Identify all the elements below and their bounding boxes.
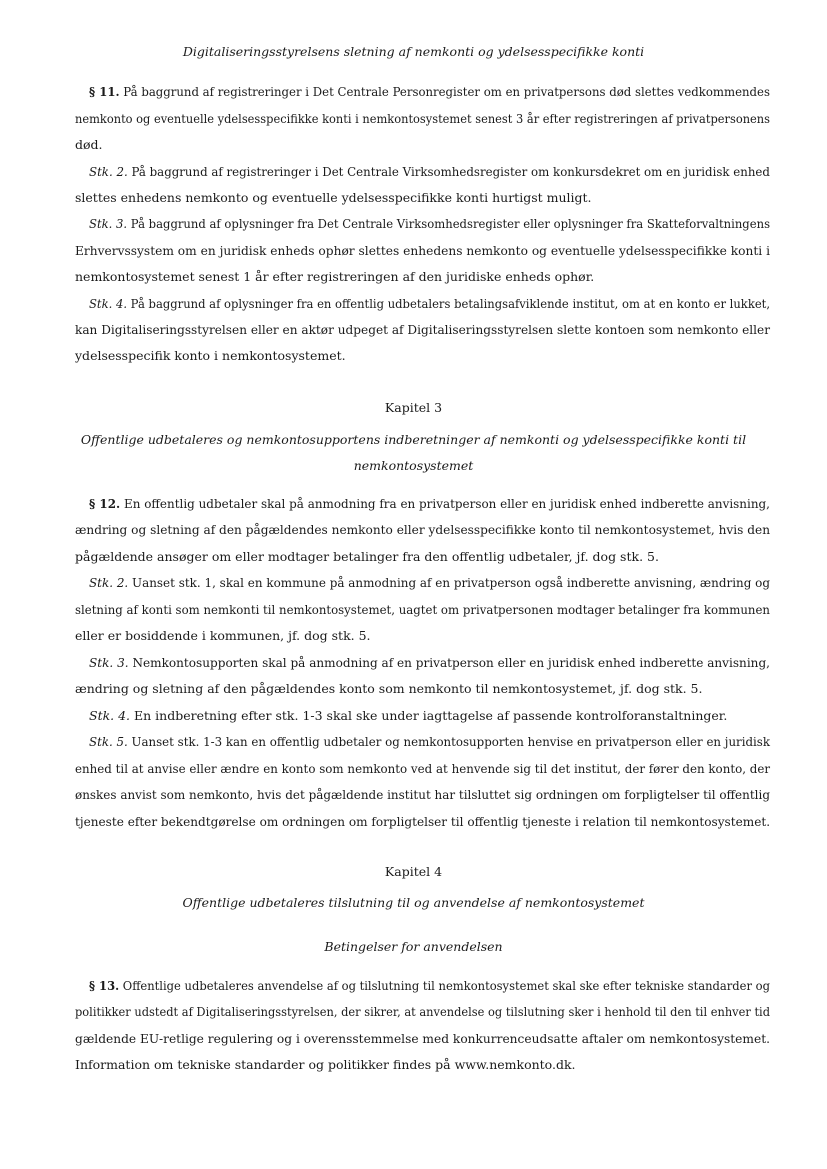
section-11-stk3-line-2: Erhvervssystem om en juridisk enheds ophør slettes enhedens nemkonto og eventuelle ydelsesspecifikke konti i (75, 243, 770, 258)
section-13-line-1: § 13. Offentlige udbetaleres anvendelse af og tilslutning til nemkontosystemet skal ske efter tekniske standarder og (89, 978, 771, 993)
section-11-line-3: død. (75, 137, 103, 152)
section-12-stk4-line-1: Stk. 4. En indberetning efter stk. 1-3 skal ske under iagttagelse af passende kontrolforanstaltninger. (89, 708, 728, 723)
section-12-stk2-line-3: eller er bosiddende i kommunen, jf. dog stk. 5. (75, 628, 371, 643)
stk-mark: Stk. 3. (89, 655, 129, 670)
stk-mark: Stk. 5. (89, 734, 128, 749)
chapter-4-title: Offentlige udbetaleres tilslutning til og anvendelse af nemkontosystemet (182, 895, 645, 910)
section-12-line-2: ændring og sletning af den pågældendes nemkonto eller ydelsesspecifikke konto til nemkontosystemet, hvis den (75, 522, 771, 537)
chapter-4-subtitle: Betingelser for anvendelsen (324, 939, 503, 954)
section-11-stk4-line-3: ydelsesspecifik konto i nemkontosystemet. (75, 348, 346, 363)
section-12-stk3-line-2: ændring og sletning af den pågældendes konto som nemkonto til nemkontosystemet, jf. dog stk. 5. (75, 681, 703, 696)
section-12-line-3: pågældende ansøger om eller modtager betalinger fra den offentlig udbetaler, jf. dog stk. 5. (75, 549, 659, 564)
stk-mark: Stk. 4. (89, 296, 128, 311)
chapter-3-title-line-2: nemkontosystemet (353, 458, 474, 473)
section-11-line-2: nemkonto og eventuelle ydelsesspecifikke konti i nemkontosystemet senest 3 år efter registreringen af privatpersonens (75, 111, 771, 126)
section-11-stk2-line-2: slettes enhedens nemkonto og eventuelle ydelsesspecifikke konti hurtigst muligt. (75, 190, 592, 205)
section-11-line-1: § 11. På baggrund af registreringer i Det Centrale Personregister om en privatpersons død slettes vedkommendes (89, 84, 770, 99)
section-11-mark: § 11. (89, 84, 120, 99)
section-11-stk3-line-3: nemkontosystemet senest 1 år efter registreringen af den juridiske enheds ophør. (75, 269, 595, 284)
section-12-stk5-line-1: Stk. 5. Uanset stk. 1-3 kan en offentlig udbetaler og nemkontosupporten henvise en privatperson eller en juridisk (89, 734, 771, 749)
section-13-line-2: politikker udstedt af Digitaliseringsstyrelsen, der sikrer, at anvendelse og tilslutning sker i henhold til den til enhver tid (75, 1004, 771, 1019)
section-12-line-1: § 12. En offentlig udbetaler skal på anmodning fra en privatperson eller en juridisk enhed indberette anvisning, (89, 496, 770, 511)
stk-mark: Stk. 2. (89, 164, 128, 179)
section-13-line-4: Information om tekniske standarder og politikker findes på www.nemkonto.dk. (75, 1057, 576, 1072)
stk-mark: Stk. 2. (89, 575, 129, 590)
running-header: Digitaliseringsstyrelsens sletning af nemkonti og ydelsesspecifikke konti (182, 44, 645, 59)
section-11-stk3-line-1: Stk. 3. På baggrund af oplysninger fra Det Centrale Virksomhedsregister eller oplysninger fra Skatteforvaltningens (89, 216, 771, 231)
section-12-stk5-line-3: ønskes anvist som nemkonto, hvis det pågældende institut har tilsluttet sig ordningen om forpligtelser til offentlig (75, 787, 770, 802)
section-13-mark: § 13. (89, 978, 120, 993)
section-12-stk2-line-1: Stk. 2. Uanset stk. 1, skal en kommune på anmodning af en privatperson også indberette anvisning, ændring og (89, 575, 771, 590)
section-11-stk2-line-1: Stk. 2. På baggrund af registreringer i Det Centrale Virksomhedsregister om konkursdekret om en juridisk enhed (89, 164, 770, 179)
section-12-mark: § 12. (89, 496, 121, 511)
chapter-4-label: Kapitel 4 (384, 864, 443, 879)
section-11-stk4-line-2: kan Digitaliseringsstyrelsen eller en aktør udpeget af Digitaliseringsstyrelsen slette kontoen som nemkonto eller (75, 322, 771, 337)
section-13-line-3: gældende EU-retlige regulering og i overensstemmelse med konkurrenceudsatte aftaler om nemkontosystemet. (75, 1031, 770, 1046)
section-12-stk5-line-2: enhed til at anvise eller ændre en konto som nemkonto ved at henvende sig til det institut, der fører den konto, der (75, 761, 771, 776)
stk-mark: Stk. 3. (89, 216, 128, 231)
chapter-3-label: Kapitel 3 (384, 400, 443, 415)
section-12-stk5-line-4: tjeneste efter bekendtgørelse om ordningen om forpligtelser til offentlig tjeneste i relation til nemkontosystemet. (75, 814, 771, 829)
section-12-stk3-line-1: Stk. 3. Nemkontosupporten skal på anmodning af en privatperson eller en juridisk enhed indberette anvisning, (89, 655, 771, 670)
chapter-3-title-line-1: Offentlige udbetaleres og nemkontosupportens indberetninger af nemkonti og ydelsesspecifikke konti til (80, 432, 747, 447)
section-12-stk2-line-2: sletning af konti som nemkonti til nemkontosystemet, uagtet om privatpersonen modtager betalinger fra kommunen (75, 602, 770, 617)
section-11-stk4-line-1: Stk. 4. På baggrund af oplysninger fra en offentlig udbetalers betalingsafviklende institut, om at en konto er lukket, (89, 296, 771, 311)
stk-mark: Stk. 4. (89, 708, 131, 723)
